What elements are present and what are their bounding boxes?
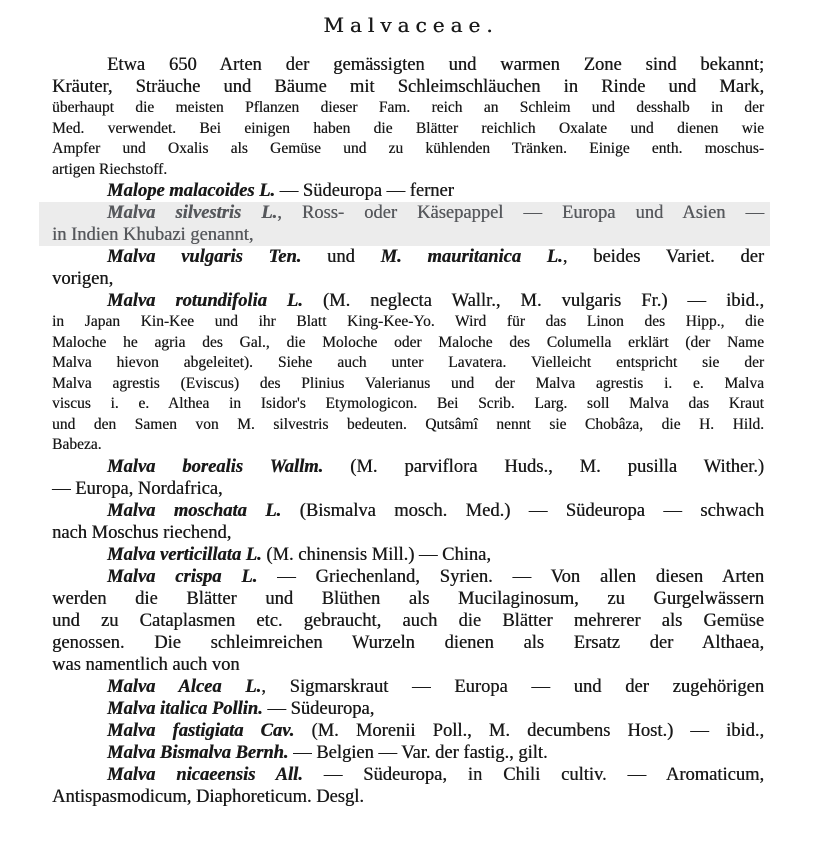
text-segment: viscus i. e. Althea in Isidor's Etymologicon. Bei Scrib. Larg. soll Malva das Kraut — [52, 395, 764, 412]
text-segment: Kräuter, Sträuche und Bäume mit Schleimschläuchen in Rinde und Mark, — [52, 77, 764, 97]
text-segment: Med. verwendet. Bei einigen haben die Blätter reichlich Oxalate und dienen wie — [52, 119, 764, 137]
text-segment: werden die Blätter und Blüthen als Mucilaginosum, zu Gurgelwässern — [52, 588, 764, 609]
text-segment: — Belgien — Var. der fastig., gilt. — [288, 742, 548, 763]
text-segment: (M. chinensis Mill.) — China, — [261, 544, 491, 565]
text-line — [52, 522, 764, 544]
text-segment: Ampfer und Oxalis als Gemüse und zu kühlenden Tränken. Einige enth. moschus- — [52, 140, 764, 157]
species-name: Malva vulgaris Ten. — [107, 247, 302, 267]
text-segment: Malva hievon abgeleitet). Siehe auch unter Lavatera. Vielleicht entspricht sie der — [52, 354, 764, 371]
text-line — [52, 588, 764, 610]
text-line — [52, 698, 764, 720]
text-line — [52, 566, 764, 588]
species-name: Malva Alcea L. — [107, 676, 262, 697]
text-segment: und zu Cataplasmen etc. gebraucht, auch die Blätter mehrerer als Gemüse — [52, 610, 764, 631]
text-line — [52, 246, 764, 268]
text-line — [52, 374, 764, 395]
text-line — [52, 76, 764, 98]
text-segment: überhaupt die meisten Pflanzen dieser Fam. reich an Schleim und desshalb in der — [52, 99, 764, 116]
text-segment: vorigen, — [52, 269, 114, 289]
species-name: Malva nicaeensis All. — [107, 764, 303, 785]
text-line-highlighted — [39, 224, 770, 246]
species-name: Malva moschata L. — [107, 500, 282, 521]
species-name: Malva fastigiata Cav. — [107, 720, 295, 741]
text-line — [52, 160, 764, 181]
text-line — [52, 478, 764, 500]
text-segment: Antispasmodicum, Diaphoreticum. Desgl. — [52, 786, 364, 807]
text-segment: und den Samen von M. silvestris bedeuten. Qutsâmî nennt sie Chobâza, die H. Hild. — [52, 415, 764, 433]
text-segment: und — [301, 247, 381, 267]
text-segment: — Europa, Nordafrica, — [52, 478, 223, 499]
text-segment: Maloche he agria des Gal., die Moloche oder Maloche des Columella erklärt (der Name — [52, 333, 764, 351]
species-name: Malva Bismalva Bernh. — [107, 742, 289, 763]
text-line — [52, 632, 764, 654]
text-segment: in Indien Khubazi genannt, — [52, 225, 254, 245]
species-name: Malva crispa L. — [107, 566, 258, 587]
text-segment: , beides Variet. der — [562, 247, 764, 267]
text-line — [52, 268, 764, 290]
text-segment: (M. Morenii Poll., M. decumbens Host.) — ibid., — [294, 720, 764, 741]
page-title: Malvaceae. — [323, 13, 499, 37]
text-segment: — Griechenland, Syrien. — Von allen diesen Arten — [257, 566, 764, 587]
text-line — [52, 180, 764, 202]
text-line — [52, 610, 764, 632]
text-line — [52, 786, 764, 808]
text-segment: (M. neglecta Wallr., M. vulgaris Fr.) — ibid., — [302, 291, 764, 311]
text-segment: (Bismalva mosch. Med.) — Südeuropa — schwach — [281, 500, 764, 521]
text-line — [52, 676, 764, 698]
text-line — [52, 312, 764, 333]
text-segment: Etwa 650 Arten der gemässigten und warmen Zone sind bekannt; — [107, 55, 764, 75]
text-segment: , Sigmarskraut — Europa — und der zugehörigen — [261, 676, 764, 697]
text-segment: — Südeuropa, — [262, 698, 375, 719]
species-name: Malva italica Pollin. — [107, 698, 263, 719]
text-segment: , Ross- oder Käsepappel — Europa und Asien — — [277, 203, 764, 223]
text-line — [52, 394, 764, 415]
text-line-highlighted — [39, 202, 770, 224]
text-segment: in Japan Kin-Kee und ihr Blatt King-Kee-Yo. Wird für das Linon des Hipp., die — [52, 313, 764, 330]
text-line — [52, 139, 764, 160]
text-line — [52, 54, 764, 76]
text-segment: genossen. Die schleimreichen Wurzeln dienen als Ersatz der Althaea, — [52, 632, 764, 653]
text-line — [52, 290, 764, 312]
species-name: M. mauritanica L. — [380, 247, 563, 267]
text-line — [52, 415, 764, 436]
species-name: Malope malacoides L. — [107, 181, 276, 201]
text-line — [52, 720, 764, 742]
text-line — [52, 98, 764, 119]
species-name: Malva verticillata L. — [107, 544, 262, 565]
text-line — [52, 764, 764, 786]
species-name: Malva silvestris L. — [107, 203, 278, 223]
text-segment: artigen Riechstoff. — [52, 160, 168, 178]
species-name: Malva rotundifolia L. — [107, 291, 303, 311]
text-line — [52, 544, 764, 566]
text-segment: (M. parviflora Huds., M. pusilla Wither.) — [323, 456, 764, 477]
text-line — [52, 435, 764, 456]
text-line — [52, 742, 764, 764]
text-line — [52, 500, 764, 522]
text-line — [52, 333, 764, 354]
text-line — [52, 353, 764, 374]
text-segment: Malva agrestis (Eviscus) des Plinius Valerianus und der Malva agrestis i. e. Malva — [52, 374, 764, 392]
text-line — [52, 119, 764, 140]
text-body — [52, 54, 764, 808]
text-segment: nach Moschus riechend, — [52, 522, 232, 543]
text-segment: was namentlich auch von — [52, 654, 240, 675]
text-line — [52, 654, 764, 676]
text-line — [52, 456, 764, 478]
text-segment: — Südeuropa — ferner — [275, 181, 454, 201]
species-name: Malva borealis Wallm. — [107, 456, 324, 477]
text-segment: Babeza. — [52, 436, 102, 453]
text-segment: — Südeuropa, in Chili cultiv. — Aromaticum, — [302, 764, 765, 785]
